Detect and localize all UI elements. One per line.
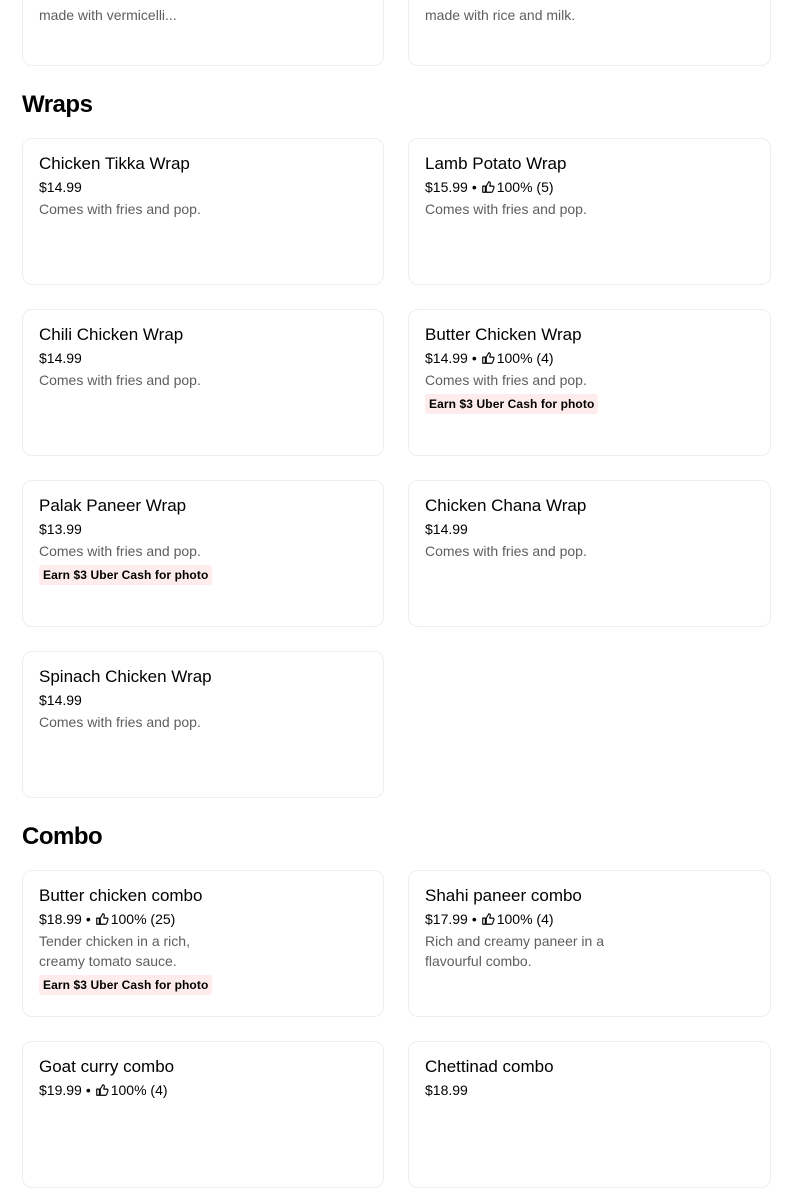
thumbs-up-icon	[95, 1083, 109, 1097]
menu-item-card[interactable]	[22, 651, 384, 798]
item-name: Chettinad combo	[425, 1057, 554, 1076]
separator-dot: •	[85, 911, 91, 927]
thumbs-up-icon	[481, 180, 495, 194]
item-name: Chicken Chana Wrap	[425, 496, 587, 515]
separator-dot: •	[471, 911, 477, 927]
separator-dot: •	[471, 179, 477, 195]
item-description: made with rice and milk.	[425, 7, 576, 23]
menu-item-card[interactable]	[22, 480, 384, 627]
item-price: $18.99	[39, 911, 82, 927]
section-title-wraps: Wraps	[22, 91, 93, 118]
item-description: Comes with fries and pop.	[425, 201, 587, 217]
item-description: Rich and creamy paneer in a flavourful combo.	[425, 933, 604, 969]
item-meta	[425, 519, 754, 539]
item-rating: 100% (4)	[110, 1082, 168, 1098]
item-price: $19.99	[39, 1082, 82, 1098]
item-meta	[425, 909, 754, 929]
item-price: $15.99	[425, 179, 468, 195]
item-name: Butter chicken combo	[39, 886, 203, 905]
item-rating: 100% (5)	[496, 179, 554, 195]
menu-item-card[interactable]	[408, 870, 771, 1017]
item-description: Comes with fries and pop.	[425, 372, 587, 388]
item-rating: 100% (4)	[496, 350, 554, 366]
item-rating: 100% (4)	[496, 911, 554, 927]
menu-item-card[interactable]	[408, 0, 771, 66]
item-price: $14.99	[39, 692, 82, 708]
uber-cash-promo-badge: Earn $3 Uber Cash for photo	[39, 565, 212, 585]
item-meta	[425, 177, 754, 197]
item-name: Chili Chicken Wrap	[39, 325, 184, 344]
menu-item-card[interactable]	[22, 309, 384, 456]
item-description: Tender chicken in a rich, creamy tomato sauce.	[39, 933, 190, 969]
item-meta	[39, 348, 367, 368]
item-description: Comes with fries and pop.	[39, 714, 201, 730]
item-meta	[39, 1080, 367, 1100]
item-description: Comes with fries and pop.	[425, 543, 587, 559]
item-meta	[39, 909, 367, 929]
item-rating: 100% (25)	[110, 911, 176, 927]
item-price: $14.99	[425, 350, 468, 366]
item-price: $18.99	[425, 1082, 468, 1098]
item-price: $17.99	[425, 911, 468, 927]
menu-item-card[interactable]	[408, 138, 771, 285]
thumbs-up-icon	[481, 912, 495, 926]
section-title-combo: Combo	[22, 823, 103, 850]
item-meta	[39, 519, 367, 539]
menu-item-card[interactable]	[408, 1041, 771, 1188]
item-meta	[39, 177, 367, 197]
item-name: Lamb Potato Wrap	[425, 154, 567, 173]
menu-item-card[interactable]	[408, 309, 771, 456]
item-price: $14.99	[425, 521, 468, 537]
item-name: Butter Chicken Wrap	[425, 325, 582, 344]
thumbs-up-icon	[95, 912, 109, 926]
item-name: Palak Paneer Wrap	[39, 496, 187, 515]
item-description: Comes with fries and pop.	[39, 543, 201, 559]
menu-item-card[interactable]	[22, 138, 384, 285]
item-name: Shahi paneer combo	[425, 886, 582, 905]
item-meta	[425, 1080, 754, 1100]
menu-item-card[interactable]	[22, 0, 384, 66]
item-description: Comes with fries and pop.	[39, 372, 201, 388]
menu-item-card[interactable]	[408, 480, 771, 627]
uber-cash-promo-badge: Earn $3 Uber Cash for photo	[39, 975, 212, 995]
menu-item-card[interactable]	[22, 870, 384, 1017]
item-name: Spinach Chicken Wrap	[39, 667, 212, 686]
item-price: $14.99	[39, 179, 82, 195]
item-name: Goat curry combo	[39, 1057, 175, 1076]
uber-cash-promo-badge: Earn $3 Uber Cash for photo	[425, 394, 598, 414]
item-price: $14.99	[39, 350, 82, 366]
item-description: made with vermicelli...	[39, 7, 177, 23]
item-description: Comes with fries and pop.	[39, 201, 201, 217]
item-meta	[425, 348, 754, 368]
separator-dot: •	[85, 1082, 91, 1098]
item-meta	[39, 690, 367, 710]
item-price: $13.99	[39, 521, 82, 537]
separator-dot: •	[471, 350, 477, 366]
menu-item-card[interactable]	[22, 1041, 384, 1188]
item-name: Chicken Tikka Wrap	[39, 154, 190, 173]
thumbs-up-icon	[481, 351, 495, 365]
